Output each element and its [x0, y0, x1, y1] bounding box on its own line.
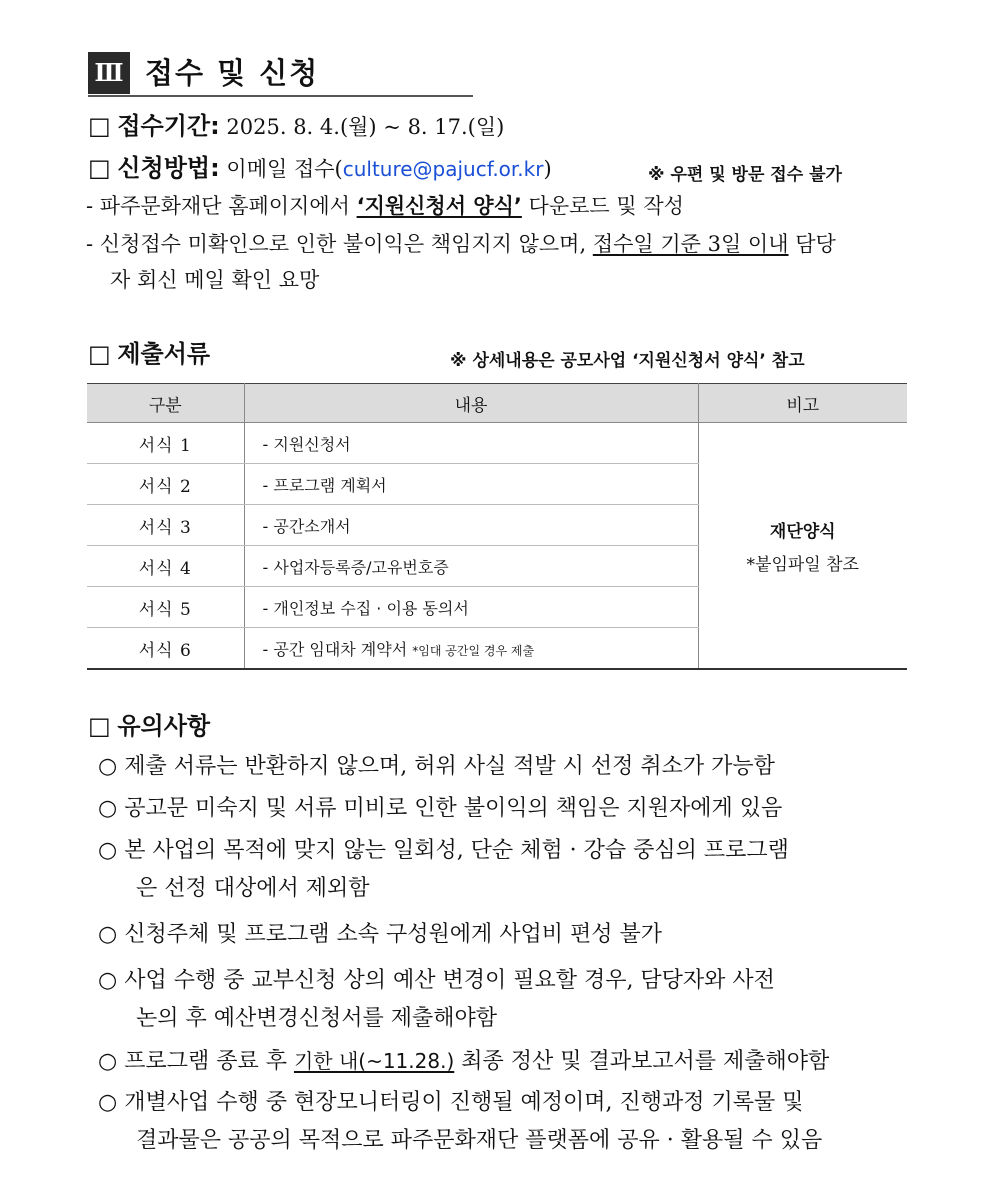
form-content-text: - 개인정보 수집 · 이용 동의서 — [262, 598, 469, 618]
section-title: 접수 및 신청 — [145, 56, 320, 90]
form-content — [244, 464, 698, 505]
checkbox-mark: □ — [88, 340, 111, 368]
method-item-2 — [86, 230, 836, 258]
form-number: 서식 5 — [87, 587, 244, 628]
note-item-cont: 논의 후 예산변경신청서를 제출해야함 — [136, 1006, 498, 1031]
checkbox-mark: □ — [88, 154, 111, 182]
application-method — [88, 154, 552, 183]
circle-mark: ○ — [98, 838, 118, 863]
note-item — [98, 966, 775, 996]
method-item-text: 다운로드 및 작성 — [521, 194, 684, 218]
circle-mark: ○ — [98, 1090, 118, 1115]
notes-label: 유의사항 — [117, 712, 211, 740]
table-row — [87, 423, 907, 464]
section-number-badge: Ⅲ — [88, 52, 130, 94]
note-text: 공고문 미숙지 및 서류 미비로 인한 불이익의 책임은 지원자에게 있음 — [124, 796, 783, 821]
note-item — [98, 752, 775, 782]
header-remarks: 비고 — [698, 384, 907, 423]
form-content-text: - 사업자등록증/고유번호증 — [262, 557, 449, 577]
note-item — [98, 1088, 803, 1118]
table-header-row — [87, 384, 907, 423]
notes-heading — [88, 712, 210, 741]
deadline-underline: 접수일 기준 3일 이내 — [592, 232, 789, 256]
checkbox-mark: □ — [88, 712, 111, 740]
note-text: 사업 수행 중 교부신청 상의 예산 변경이 필요할 경우, 담당자와 사전 — [124, 968, 775, 993]
email-link[interactable]: culture@pajucf.or.kr — [342, 157, 544, 181]
documents-table — [87, 383, 907, 670]
dash: - — [86, 194, 94, 218]
note-text: 최종 정산 및 결과보고서를 제출해야함 — [454, 1049, 830, 1074]
note-item — [98, 836, 789, 866]
method-item-1 — [86, 192, 684, 220]
form-number: 서식 4 — [87, 546, 244, 587]
method-item-text: 신청접수 미확인으로 인한 불이익은 책임지지 않으며, — [99, 232, 593, 256]
form-number: 서식 6 — [87, 628, 244, 670]
note-item-cont: 은 선정 대상에서 제외함 — [136, 876, 370, 901]
note-text: 신청주체 및 프로그램 소속 구성원에게 사업비 편성 불가 — [124, 922, 662, 947]
header-category: 구분 — [87, 384, 244, 423]
form-content — [244, 423, 698, 464]
documents-note: ※ 상세내용은 공모사업 ‘지원신청서 양식’ 참고 — [450, 351, 805, 371]
method-suffix: ) — [543, 157, 552, 181]
form-number: 서식 3 — [87, 505, 244, 546]
remarks-cell — [698, 423, 907, 670]
form-number: 서식 1 — [87, 423, 244, 464]
note-text: 프로그램 종료 후 — [124, 1049, 294, 1074]
checkbox-mark: □ — [88, 112, 111, 140]
circle-mark: ○ — [98, 922, 118, 947]
circle-mark: ○ — [98, 968, 118, 993]
note-item — [98, 920, 662, 950]
note-text: 제출 서류는 반환하지 않으며, 허위 사실 적발 시 선정 취소가 가능함 — [124, 754, 775, 779]
note-item — [98, 1046, 829, 1077]
form-content — [244, 628, 698, 670]
header-content: 내용 — [244, 384, 698, 423]
dash: - — [86, 232, 94, 256]
method-prefix: 이메일 접수( — [226, 157, 343, 181]
note-text: 본 사업의 목적에 맞지 않는 일회성, 단순 체험 · 강습 중심의 프로그램 — [124, 838, 789, 863]
form-content-text: - 공간소개서 — [262, 516, 351, 536]
form-content-small-note: *임대 공간일 경우 제출 — [412, 643, 535, 658]
method-note: ※ 우편 및 방문 접수 불가 — [648, 165, 842, 185]
form-name-highlight: ‘지원신청서 양식’ — [356, 194, 522, 218]
documents-heading — [88, 340, 210, 369]
form-content-text: - 프로그램 계획서 — [262, 475, 387, 495]
form-number: 서식 2 — [87, 464, 244, 505]
form-content — [244, 587, 698, 628]
circle-mark: ○ — [98, 796, 118, 821]
application-method-label: 신청방법: — [117, 154, 220, 182]
reception-period — [88, 112, 504, 141]
section-underline — [88, 95, 473, 97]
form-content-text: - 공간 임대차 계약서 — [262, 639, 413, 659]
documents-label: 제출서류 — [117, 340, 211, 368]
reception-period-value: 2025. 8. 4.(월) ~ 8. 17.(일) — [226, 115, 505, 139]
circle-mark: ○ — [98, 1049, 118, 1074]
note-item-cont: 결과물은 공공의 목적으로 파주문화재단 플랫폼에 공유 · 활용될 수 있음 — [136, 1128, 823, 1153]
circle-mark: ○ — [98, 754, 118, 779]
note-item — [98, 794, 782, 824]
method-item-text: 담당 — [788, 232, 836, 256]
deadline-underline: 기한 내(~11.28.) — [293, 1049, 455, 1073]
form-content — [244, 505, 698, 546]
remark-attachment: *붙임파일 참조 — [746, 554, 859, 575]
remark-foundation-form: 재단양식 — [769, 521, 836, 542]
method-item-text: 파주문화재단 홈페이지에서 — [99, 194, 357, 218]
method-item-2-cont: 자 회신 메일 확인 요망 — [110, 268, 320, 292]
form-content — [244, 546, 698, 587]
reception-period-label: 접수기간: — [117, 112, 220, 140]
note-text: 개별사업 수행 중 현장모니터링이 진행될 예정이며, 진행과정 기록물 및 — [124, 1090, 804, 1115]
form-content-text: - 지원신청서 — [262, 434, 351, 454]
